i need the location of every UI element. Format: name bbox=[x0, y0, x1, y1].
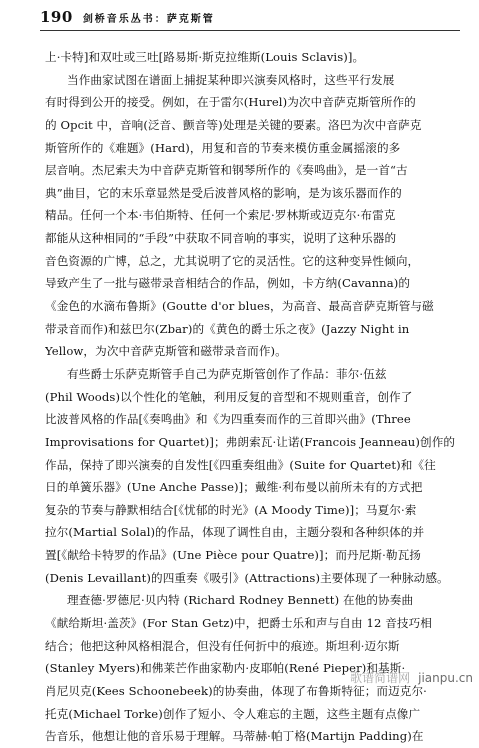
text-line: 有时得到公开的接受。例如，在于雷尔(Hurel)为次中音萨克斯管所作的 bbox=[45, 95, 416, 110]
text-line: (Denis Levaillant)的四重奏《吸引》(Attractions)主要体现了一种脉动感。 bbox=[45, 570, 449, 585]
text-line: (Phil Woods)以个性化的笔触，利用反复的音型和不规则重音，创作了 bbox=[45, 389, 413, 404]
text-line: 斯管所作的《难题》(Hard)，用复和音的节奏来模仿重金属摇滚的多 bbox=[45, 140, 401, 155]
text-line: (Stanley Myers)和佛莱芒作曲家勒内·皮耶帕(René Pieper)和基斯· bbox=[45, 661, 406, 676]
text-line: 《金色的水滴布鲁斯》(Goutte d'or blues，为高音、最高音萨克斯管与磁 bbox=[45, 299, 434, 314]
page-number: 190 bbox=[40, 8, 73, 26]
text-line: 置[《献给卡特罗的作品》(Une Pièce pour Quatre)]；而丹尼斯·勒瓦扬 bbox=[45, 548, 421, 563]
text-line: 音色资源的广博，总之，尤其说明了它的灵活性。它的这种变异性倾向， bbox=[45, 253, 420, 268]
text-line: Yellow，为次中音萨克斯管和磁带录音而作)。 bbox=[45, 344, 287, 359]
body-text bbox=[45, 46, 475, 748]
text-line: 拉尔(Martial Solal)的作品，体现了调性自由，主题分裂和各种织体的并 bbox=[45, 525, 425, 540]
page-header bbox=[40, 8, 215, 26]
text-line: 结合；他把这种风格相混合，但没有任何折中的痕迹。斯坦利·迈尔斯 bbox=[45, 638, 400, 653]
text-line: 托克(Michael Torke)创作了短小、令人难忘的主题，这些主题有点像广 bbox=[45, 706, 421, 721]
text-line: 层音响。杰尼索夫为中音萨克斯管和钢琴所作的《奏鸣曲》，是一首“古 bbox=[45, 163, 408, 178]
text-line: 导致产生了一批与磁带录音相结合的作品，例如，卡方纳(Cavanna)的 bbox=[45, 276, 411, 291]
text-line: 精品。任何一个本·韦伯斯特、任何一个索尼·罗林斯或迈克尔·布雷克 bbox=[45, 208, 396, 223]
text-line: 当作曲家试图在谱面上捕捉某种即兴演奏风格时，这些平行发展 bbox=[67, 72, 395, 87]
watermark bbox=[350, 669, 473, 686]
text-line: 作品，保持了即兴演奏的自发性[《四重奏组曲》(Suite for Quartet)和《往 bbox=[45, 457, 436, 472]
text-line: 日的单簧乐器》(Une Anche Passe)]；戴维·利布曼以前所未有的方式把 bbox=[45, 480, 423, 495]
text-line: 理查德·罗德尼·贝内特 (Richard Rodney Bennett) 在他的协奏曲 bbox=[67, 593, 414, 608]
text-line: 的 Opcit 中，音响(泛音、颤音等)处理是关键的要素。洛巴为次中音萨克 bbox=[45, 117, 422, 132]
text-line: 有些爵士乐萨克斯管手自己为萨克斯管创作了作品：菲尔·伍兹 bbox=[67, 366, 387, 381]
series-title: 剑桥音乐丛书：萨克斯管 bbox=[82, 14, 215, 25]
text-line: 带录音而作)和兹巴尔(Zbar)的《黄色的爵士乐之夜》(Jazzy Night in bbox=[45, 321, 410, 336]
text-line: 复杂的节奏与静默相结合[《忧郁的时光》(A Moody Time)]；马夏尔·索 bbox=[45, 502, 417, 517]
text-line: 比波普风格的作品[《奏鸣曲》和《为四重奏而作的三首即兴曲》(Three bbox=[45, 412, 411, 427]
text-line: 典”曲目，它的末乐章显然是受后波普风格的影响，是为该乐器而作的 bbox=[45, 185, 402, 200]
text-line: 上·卡特]和双吐或三吐[路易斯·斯克拉维斯(Louis Sclavis)]。 bbox=[45, 50, 365, 64]
watermark-url: jianpu.cn bbox=[418, 671, 473, 685]
text-line: 都能从这种相同的“手段”中获取不同音响的事实，说明了这种乐器的 bbox=[45, 231, 397, 246]
text-line: 《献给斯坦·盖茨》(For Stan Getz)中，把爵士乐和声与自由 12 音技巧相 bbox=[45, 616, 432, 631]
header-rule bbox=[40, 30, 460, 31]
watermark-chinese: 歌谱简谱网 bbox=[350, 671, 411, 685]
text-line: 告音乐，他想让他的音乐易于理解。马蒂赫·帕丁格(Martijn Padding)在 bbox=[45, 729, 424, 744]
text-line: Improvisations for Quartet)]；弗朗索瓦·让诺(Francois Jeanneau)创作的 bbox=[45, 434, 456, 449]
text-line: 肖尼贝克(Kees Schoonebeek)的协奏曲，体现了布鲁斯特征；而迈克尔· bbox=[45, 683, 427, 698]
